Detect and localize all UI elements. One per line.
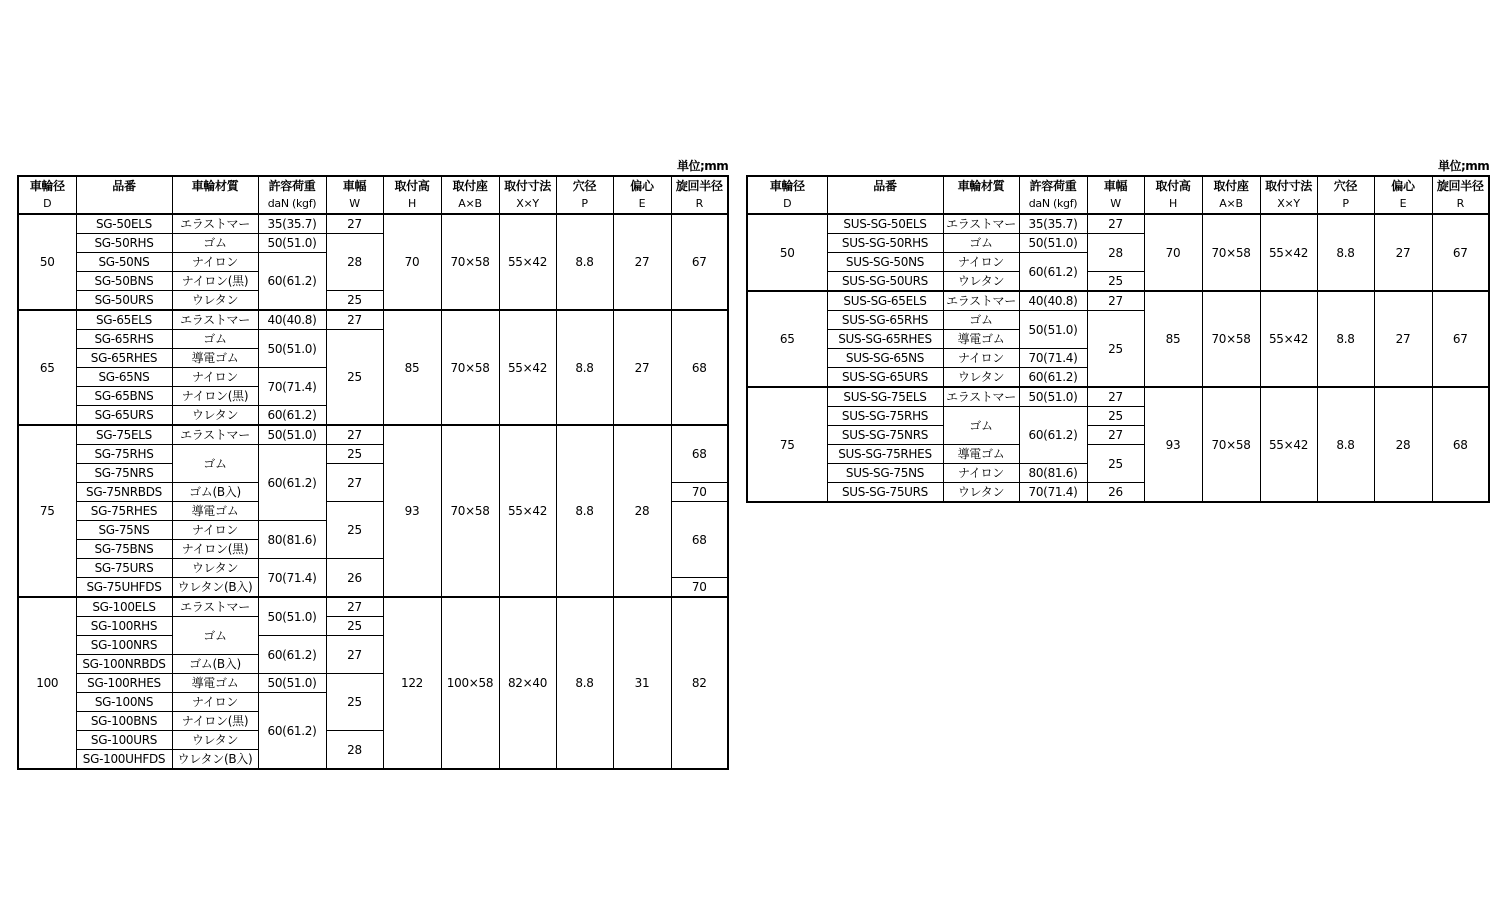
part-number-cell: SG-100URS [76, 731, 172, 750]
allowable-load-symbol: daN (kgf) [258, 195, 326, 214]
hole-diameter-header: 穴径 [1317, 176, 1374, 195]
wheel-material-cell: エラストマー [172, 597, 258, 617]
wheel-material-cell: エラストマー [943, 214, 1019, 234]
swivel-radius-cell: 67 [671, 214, 728, 310]
wheel-width-cell: 25 [1087, 407, 1144, 426]
mount-plate-cell: 100×58 [441, 597, 499, 769]
swivel-radius-cell: 70 [671, 578, 728, 598]
hole-diameter-cell: 8.8 [556, 310, 613, 425]
offset-cell: 27 [1374, 291, 1432, 387]
part-number-symbol [76, 195, 172, 214]
wheel-material-cell: エラストマー [172, 214, 258, 234]
wheel-width-cell: 28 [326, 234, 383, 291]
wheel-material-cell: 導電ゴム [172, 674, 258, 693]
part-number-symbol [827, 195, 943, 214]
mount-dimension-symbol: X×Y [499, 195, 556, 214]
allowable-load-cell: 50(51.0) [258, 330, 326, 368]
wheel-material-cell: ゴム [943, 234, 1019, 253]
mount-plate-cell: 70×58 [1202, 214, 1260, 291]
offset-cell: 28 [613, 425, 671, 597]
allowable-load-cell: 50(51.0) [258, 234, 326, 253]
part-number-cell: SG-65NS [76, 368, 172, 387]
hole-diameter-cell: 8.8 [1317, 387, 1374, 502]
part-number-cell: SG-65URS [76, 406, 172, 426]
wheel-width-cell: 27 [1087, 387, 1144, 407]
wheel-material-cell: ゴム(B入) [172, 655, 258, 674]
mount-plate-cell: 70×58 [441, 425, 499, 597]
mount-height-header: 取付高 [383, 176, 441, 195]
part-number-cell: SUS-SG-75RHS [827, 407, 943, 426]
mount-height-cell: 70 [383, 214, 441, 310]
part-number-cell: SG-50RHS [76, 234, 172, 253]
allowable-load-cell: 50(51.0) [1019, 387, 1087, 407]
allowable-load-cell: 60(61.2) [1019, 253, 1087, 292]
wheel-material-symbol [172, 195, 258, 214]
offset-symbol: E [613, 195, 671, 214]
part-number-cell: SUS-SG-65URS [827, 368, 943, 388]
wheel-width-cell: 25 [326, 445, 383, 464]
mount-height-cell: 70 [1144, 214, 1202, 291]
part-number-cell: SUS-SG-75NS [827, 464, 943, 483]
wheel-width-cell: 26 [1087, 483, 1144, 503]
part-number-cell: SG-100BNS [76, 712, 172, 731]
hole-diameter-cell: 8.8 [556, 597, 613, 769]
wheel-width-cell: 28 [326, 731, 383, 770]
allowable-load-cell: 60(61.2) [1019, 368, 1087, 388]
mount-dimension-symbol: X×Y [1260, 195, 1317, 214]
wheel-material-cell: ゴム [943, 407, 1019, 445]
wheel-material-cell: 導電ゴム [943, 330, 1019, 349]
wheel-material-cell: ナイロン [172, 521, 258, 540]
wheel-diameter-cell: 50 [18, 214, 76, 310]
swivel-radius-symbol: R [671, 195, 728, 214]
part-number-cell: SG-75NS [76, 521, 172, 540]
part-number-cell: SG-100RHS [76, 617, 172, 636]
allowable-load-cell: 50(51.0) [1019, 234, 1087, 253]
wheel-material-cell: ウレタン [943, 483, 1019, 503]
part-number-cell: SG-100NS [76, 693, 172, 712]
table-row [18, 310, 728, 330]
wheel-material-cell: ゴム [172, 445, 258, 483]
wheel-width-cell: 25 [326, 617, 383, 636]
part-number-cell: SG-65RHS [76, 330, 172, 349]
mount-plate-symbol: A×B [441, 195, 499, 214]
mount-dimension-cell: 55×42 [499, 214, 556, 310]
part-number-cell: SG-50NS [76, 253, 172, 272]
wheel-width-cell: 27 [1087, 426, 1144, 445]
hole-diameter-cell: 8.8 [1317, 291, 1374, 387]
wheel-material-cell: ウレタン(B入) [172, 750, 258, 770]
wheel-material-cell: ウレタン [172, 731, 258, 750]
allowable-load-cell: 70(71.4) [258, 368, 326, 406]
swivel-radius-cell: 68 [1432, 387, 1489, 502]
swivel-radius-cell: 68 [671, 502, 728, 578]
wheel-material-cell: ウレタン [943, 368, 1019, 388]
part-number-cell: SG-65BNS [76, 387, 172, 406]
part-number-cell: SG-65ELS [76, 310, 172, 330]
swivel-radius-cell: 67 [1432, 214, 1489, 291]
part-number-cell: SG-50BNS [76, 272, 172, 291]
allowable-load-cell: 50(51.0) [258, 425, 326, 445]
part-number-cell: SUS-SG-50ELS [827, 214, 943, 234]
part-number-cell: SG-75RHES [76, 502, 172, 521]
table-row [747, 214, 1489, 234]
part-number-header: 品番 [827, 176, 943, 195]
allowable-load-cell: 35(35.7) [258, 214, 326, 234]
left-spec-table [17, 175, 729, 770]
wheel-material-cell: ナイロン [172, 253, 258, 272]
hole-diameter-cell: 8.8 [556, 214, 613, 310]
allowable-load-cell: 35(35.7) [1019, 214, 1087, 234]
wheel-width-cell: 27 [326, 310, 383, 330]
wheel-width-cell: 27 [326, 597, 383, 617]
allowable-load-cell: 40(40.8) [1019, 291, 1087, 311]
part-number-cell: SG-100NRBDS [76, 655, 172, 674]
wheel-diameter-cell: 65 [18, 310, 76, 425]
wheel-material-cell: ウレタン [172, 559, 258, 578]
part-number-cell: SG-75NRS [76, 464, 172, 483]
mount-dimension-cell: 82×40 [499, 597, 556, 769]
wheel-material-cell: 導電ゴム [943, 445, 1019, 464]
mount-height-cell: 85 [1144, 291, 1202, 387]
table-row [18, 214, 728, 234]
wheel-width-cell: 25 [326, 502, 383, 559]
wheel-diameter-symbol: D [747, 195, 827, 214]
part-number-cell: SUS-SG-75NRS [827, 426, 943, 445]
allowable-load-cell: 60(61.2) [258, 253, 326, 311]
mount-plate-cell: 70×58 [1202, 291, 1260, 387]
wheel-width-cell: 25 [1087, 311, 1144, 388]
wheel-diameter-cell: 50 [747, 214, 827, 291]
part-number-cell: SG-100UHFDS [76, 750, 172, 770]
wheel-material-cell: エラストマー [943, 387, 1019, 407]
mount-dimension-cell: 55×42 [1260, 291, 1317, 387]
part-number-cell: SG-65RHES [76, 349, 172, 368]
wheel-material-cell: ナイロン [172, 693, 258, 712]
offset-symbol: E [1374, 195, 1432, 214]
table-row [18, 597, 728, 617]
wheel-width-cell: 25 [326, 291, 383, 311]
part-number-cell: SG-75UHFDS [76, 578, 172, 598]
swivel-radius-cell: 68 [671, 425, 728, 483]
allowable-load-cell: 40(40.8) [258, 310, 326, 330]
wheel-width-cell: 27 [326, 214, 383, 234]
part-number-cell: SG-100NRS [76, 636, 172, 655]
mount-plate-header: 取付座 [1202, 176, 1260, 195]
allowable-load-cell: 60(61.2) [1019, 407, 1087, 464]
part-number-cell: SG-75URS [76, 559, 172, 578]
wheel-material-cell: ウレタン [172, 406, 258, 426]
wheel-width-cell: 28 [1087, 234, 1144, 272]
offset-header: 偏心 [613, 176, 671, 195]
right-spec-table [746, 175, 1490, 503]
wheel-material-cell: ゴム [172, 330, 258, 349]
wheel-width-cell: 25 [326, 330, 383, 426]
offset-cell: 27 [613, 214, 671, 310]
part-number-cell: SG-75RHS [76, 445, 172, 464]
left-unit-label: 単位;mm [677, 159, 729, 173]
swivel-radius-cell: 68 [671, 310, 728, 425]
part-number-cell: SG-100ELS [76, 597, 172, 617]
allowable-load-header: 許容荷重 [1019, 176, 1087, 195]
allowable-load-cell: 50(51.0) [258, 674, 326, 693]
wheel-width-cell: 25 [1087, 272, 1144, 292]
part-number-cell: SG-75ELS [76, 425, 172, 445]
part-number-cell: SUS-SG-50URS [827, 272, 943, 292]
allowable-load-symbol: daN (kgf) [1019, 195, 1087, 214]
wheel-width-cell: 26 [326, 559, 383, 598]
mount-height-cell: 93 [1144, 387, 1202, 502]
mount-height-cell: 93 [383, 425, 441, 597]
mount-height-cell: 85 [383, 310, 441, 425]
wheel-width-symbol: W [326, 195, 383, 214]
wheel-material-cell: ナイロン(黒) [172, 387, 258, 406]
part-number-cell: SUS-SG-65ELS [827, 291, 943, 311]
part-number-cell: SUS-SG-65RHS [827, 311, 943, 330]
mount-dimension-cell: 55×42 [499, 310, 556, 425]
wheel-material-cell: ナイロン [943, 464, 1019, 483]
wheel-width-symbol: W [1087, 195, 1144, 214]
wheel-material-cell: ウレタン [943, 272, 1019, 292]
part-number-cell: SG-75BNS [76, 540, 172, 559]
allowable-load-cell: 70(71.4) [1019, 349, 1087, 368]
mount-height-cell: 122 [383, 597, 441, 769]
mount-dimension-cell: 55×42 [1260, 214, 1317, 291]
wheel-material-cell: 導電ゴム [172, 502, 258, 521]
mount-plate-header: 取付座 [441, 176, 499, 195]
wheel-material-header: 車輪材質 [943, 176, 1019, 195]
table-row [747, 291, 1489, 311]
allowable-load-cell: 80(81.6) [258, 521, 326, 559]
wheel-material-cell: エラストマー [943, 291, 1019, 311]
wheel-material-cell: ウレタン [172, 291, 258, 311]
mount-plate-symbol: A×B [1202, 195, 1260, 214]
wheel-width-cell: 27 [1087, 291, 1144, 311]
wheel-material-header: 車輪材質 [172, 176, 258, 195]
part-number-cell: SG-50ELS [76, 214, 172, 234]
wheel-diameter-cell: 100 [18, 597, 76, 769]
mount-dimension-cell: 55×42 [499, 425, 556, 597]
allowable-load-cell: 60(61.2) [258, 445, 326, 521]
wheel-material-cell: エラストマー [172, 310, 258, 330]
hole-diameter-symbol: P [1317, 195, 1374, 214]
wheel-material-cell: ゴム [943, 311, 1019, 330]
mount-plate-cell: 70×58 [441, 310, 499, 425]
wheel-material-cell: ナイロン [943, 349, 1019, 368]
wheel-material-symbol [943, 195, 1019, 214]
part-number-cell: SUS-SG-65NS [827, 349, 943, 368]
part-number-cell: SUS-SG-75ELS [827, 387, 943, 407]
wheel-diameter-cell: 75 [18, 425, 76, 597]
wheel-material-cell: ナイロン(黒) [172, 272, 258, 291]
wheel-width-cell: 27 [326, 464, 383, 502]
wheel-material-cell: ゴム [172, 234, 258, 253]
allowable-load-cell: 60(61.2) [258, 406, 326, 426]
wheel-width-cell: 27 [326, 636, 383, 674]
part-number-cell: SUS-SG-50NS [827, 253, 943, 272]
wheel-width-header: 車幅 [1087, 176, 1144, 195]
allowable-load-cell: 50(51.0) [1019, 311, 1087, 349]
wheel-material-cell: ナイロン(黒) [172, 712, 258, 731]
mount-dimension-header: 取付寸法 [499, 176, 556, 195]
wheel-width-cell: 27 [326, 425, 383, 445]
offset-cell: 31 [613, 597, 671, 769]
right-unit-label: 単位;mm [1438, 159, 1490, 173]
wheel-material-cell: ウレタン(B入) [172, 578, 258, 598]
wheel-material-cell: ゴム [172, 617, 258, 655]
wheel-diameter-symbol: D [18, 195, 76, 214]
wheel-material-cell: ナイロン(黒) [172, 540, 258, 559]
swivel-radius-header: 旋回半径 [1432, 176, 1489, 195]
mount-dimension-cell: 55×42 [1260, 387, 1317, 502]
wheel-material-cell: ナイロン [172, 368, 258, 387]
part-number-cell: SUS-SG-65RHES [827, 330, 943, 349]
wheel-diameter-cell: 75 [747, 387, 827, 502]
wheel-material-cell: ナイロン [943, 253, 1019, 272]
hole-diameter-cell: 8.8 [1317, 214, 1374, 291]
swivel-radius-cell: 70 [671, 483, 728, 502]
part-number-cell: SG-50URS [76, 291, 172, 311]
wheel-diameter-cell: 65 [747, 291, 827, 387]
mount-plate-cell: 70×58 [441, 214, 499, 310]
part-number-header: 品番 [76, 176, 172, 195]
part-number-cell: SUS-SG-50RHS [827, 234, 943, 253]
wheel-width-cell: 27 [1087, 214, 1144, 234]
offset-cell: 27 [613, 310, 671, 425]
part-number-cell: SUS-SG-75URS [827, 483, 943, 503]
swivel-radius-header: 旋回半径 [671, 176, 728, 195]
offset-cell: 27 [1374, 214, 1432, 291]
swivel-radius-cell: 82 [671, 597, 728, 769]
allowable-load-cell: 70(71.4) [258, 559, 326, 598]
offset-cell: 28 [1374, 387, 1432, 502]
mount-dimension-header: 取付寸法 [1260, 176, 1317, 195]
table-row [747, 387, 1489, 407]
part-number-cell: SUS-SG-75RHES [827, 445, 943, 464]
allowable-load-cell: 80(81.6) [1019, 464, 1087, 483]
allowable-load-cell: 50(51.0) [258, 597, 326, 636]
hole-diameter-cell: 8.8 [556, 425, 613, 597]
swivel-radius-symbol: R [1432, 195, 1489, 214]
wheel-width-cell: 25 [326, 674, 383, 731]
wheel-material-cell: ゴム(B入) [172, 483, 258, 502]
wheel-width-cell: 25 [1087, 445, 1144, 483]
mount-height-symbol: H [1144, 195, 1202, 214]
allowable-load-cell: 70(71.4) [1019, 483, 1087, 503]
offset-header: 偏心 [1374, 176, 1432, 195]
allowable-load-cell: 60(61.2) [258, 693, 326, 770]
part-number-cell: SG-100RHES [76, 674, 172, 693]
wheel-diameter-header: 車輪径 [18, 176, 76, 195]
wheel-material-cell: エラストマー [172, 425, 258, 445]
hole-diameter-symbol: P [556, 195, 613, 214]
allowable-load-header: 許容荷重 [258, 176, 326, 195]
mount-height-symbol: H [383, 195, 441, 214]
swivel-radius-cell: 67 [1432, 291, 1489, 387]
part-number-cell: SG-75NRBDS [76, 483, 172, 502]
table-row [18, 425, 728, 445]
mount-height-header: 取付高 [1144, 176, 1202, 195]
wheel-diameter-header: 車輪径 [747, 176, 827, 195]
wheel-width-header: 車幅 [326, 176, 383, 195]
wheel-material-cell: 導電ゴム [172, 349, 258, 368]
hole-diameter-header: 穴径 [556, 176, 613, 195]
allowable-load-cell: 60(61.2) [258, 636, 326, 674]
mount-plate-cell: 70×58 [1202, 387, 1260, 502]
